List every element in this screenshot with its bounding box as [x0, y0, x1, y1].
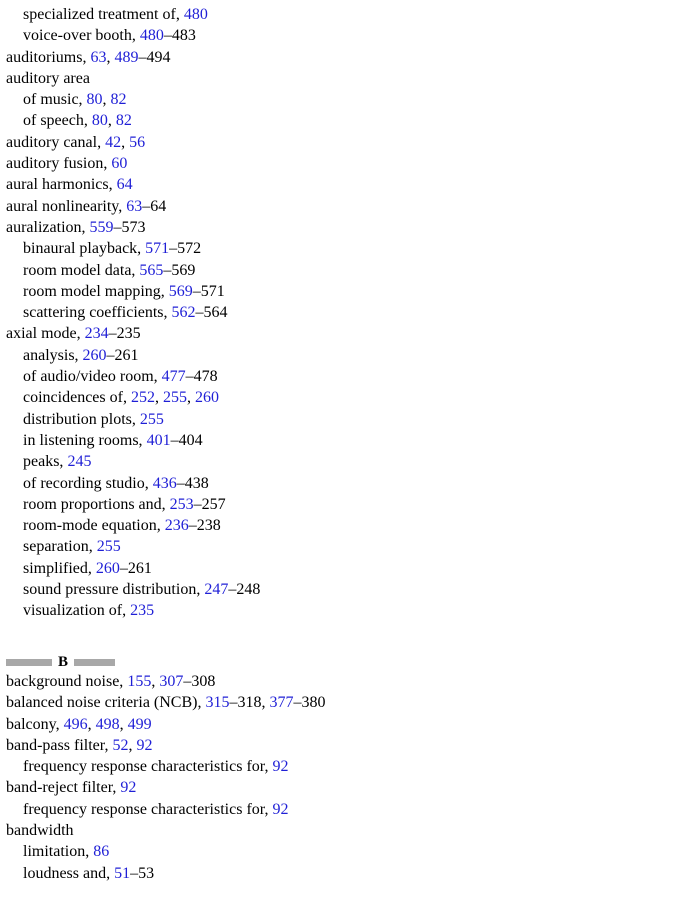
index-term: voice-over booth,: [23, 27, 140, 45]
index-entries-b: [6, 671, 686, 884]
page-link[interactable]: 80: [86, 91, 103, 109]
index-entry: [6, 323, 686, 344]
index-subentry: [6, 302, 686, 323]
page-link[interactable]: 307: [159, 673, 184, 690]
index-subentry: [6, 89, 686, 110]
page-link[interactable]: 377: [269, 694, 294, 712]
index-subentry: [6, 473, 686, 494]
index-term: auralization,: [6, 218, 90, 236]
page-link[interactable]: 235: [130, 602, 155, 620]
page-link[interactable]: 489: [114, 48, 139, 66]
page-link[interactable]: 86: [93, 843, 110, 861]
index-entry: [6, 196, 686, 217]
index-entry: [6, 671, 686, 692]
page-link[interactable]: 559: [89, 218, 114, 236]
index-subentry: [6, 451, 686, 472]
page-text: –573: [113, 218, 146, 236]
index-entry: [6, 47, 686, 68]
page-link[interactable]: 480: [139, 27, 164, 45]
page-text: –257: [193, 495, 226, 513]
page-link[interactable]: 436: [152, 474, 177, 492]
index-subentry: [6, 238, 686, 259]
page-link[interactable]: 255: [139, 410, 164, 428]
page-text: –494: [138, 48, 171, 66]
index-term: distribution plots,: [23, 410, 140, 428]
page-text: –478: [185, 368, 218, 386]
index-term: aural harmonics,: [6, 176, 117, 194]
page-text: –572: [169, 240, 202, 258]
section-rule-left: [6, 659, 52, 666]
index-term: frequency response characteristics for,: [23, 800, 273, 818]
page-text: ,: [154, 389, 163, 407]
index-term: of recording studio,: [23, 474, 153, 492]
page-text: –318,: [229, 694, 270, 712]
index-term: band-pass filter,: [6, 736, 113, 754]
page-link[interactable]: 255: [162, 389, 187, 407]
index-term: axial mode,: [6, 325, 85, 343]
page-text: ,: [107, 112, 116, 130]
page-text: –235: [108, 325, 141, 343]
page-text: –64: [142, 197, 167, 215]
section-rule-right: [74, 659, 115, 666]
index-entry: [6, 68, 686, 89]
page-text: ,: [106, 48, 115, 66]
page-link[interactable]: 80: [91, 112, 108, 130]
index-entries-a: [6, 4, 686, 622]
page-link[interactable]: 63: [126, 197, 143, 215]
index-subentry: [6, 841, 686, 862]
index-term: room-mode equation,: [23, 517, 165, 535]
index-entry: [6, 714, 686, 735]
page-link[interactable]: 56: [129, 133, 146, 151]
page-link[interactable]: 236: [164, 517, 189, 535]
index-term: band-reject filter,: [6, 779, 121, 797]
page-text: –564: [195, 304, 228, 322]
page-text: –308: [183, 673, 216, 690]
index-term: bandwidth: [6, 822, 74, 840]
index-entry: [6, 217, 686, 238]
index-subentry: [6, 515, 686, 536]
page-link[interactable]: 234: [84, 325, 109, 343]
index-term: sound pressure distribution,: [23, 581, 205, 599]
page-link[interactable]: 260: [82, 346, 107, 364]
index-subentry: [6, 579, 686, 600]
page-text: –483: [163, 27, 196, 45]
page-text: ,: [186, 389, 195, 407]
page-link[interactable]: 82: [115, 112, 132, 130]
index-term: loudness and,: [23, 864, 115, 882]
index-subentry: [6, 756, 686, 777]
index-term: room model mapping,: [23, 282, 169, 300]
index-subentry: [6, 409, 686, 430]
page-link[interactable]: 52: [112, 736, 129, 754]
page-text: –248: [228, 581, 261, 599]
page-text: –380: [293, 694, 326, 712]
index-subentry: [6, 494, 686, 515]
page-text: ,: [128, 736, 137, 754]
index-subentry: [6, 281, 686, 302]
index-entry: [6, 132, 686, 153]
index-entry: [6, 777, 686, 798]
page-link[interactable]: 92: [136, 736, 153, 754]
page-link[interactable]: 477: [161, 368, 186, 386]
index-subentry: [6, 345, 686, 366]
index-term: limitation,: [23, 843, 94, 861]
page-link[interactable]: 260: [194, 389, 219, 407]
page-text: –438: [176, 474, 209, 492]
page-text: ,: [119, 715, 128, 733]
page-text: –571: [192, 282, 225, 300]
index-subentry: [6, 366, 686, 387]
page-text: –53: [130, 864, 155, 882]
index-entry: [6, 692, 686, 713]
index-term: visualization of,: [23, 602, 131, 620]
section-letter: B: [58, 654, 69, 670]
index-subentry: [6, 260, 686, 281]
page-text: –261: [119, 559, 152, 577]
page-link[interactable]: 42: [105, 133, 122, 151]
page-link[interactable]: 401: [146, 431, 171, 449]
index-subentry: [6, 4, 686, 25]
page-link[interactable]: 562: [171, 304, 196, 322]
index-term: simplified,: [23, 559, 96, 577]
index-entry: [6, 174, 686, 195]
page-link[interactable]: 260: [95, 559, 120, 577]
index-term: of audio/video room,: [23, 368, 162, 386]
index-term: balcony,: [6, 715, 64, 733]
index-term: analysis,: [23, 346, 83, 364]
page-link[interactable]: 92: [272, 800, 289, 818]
page-link[interactable]: 315: [205, 694, 230, 712]
page-link[interactable]: 571: [145, 240, 170, 258]
index-subentry: [6, 558, 686, 579]
page-link[interactable]: 51: [114, 864, 131, 882]
section-header-b: [6, 652, 115, 672]
index-subentry: [6, 25, 686, 46]
page-link[interactable]: 565: [139, 261, 164, 279]
page-link[interactable]: 60: [111, 155, 128, 173]
page-text: –404: [170, 431, 203, 449]
index-term: balanced noise criteria (NCB),: [6, 694, 206, 712]
page-link[interactable]: 247: [204, 581, 229, 599]
index-subentry: [6, 387, 686, 408]
index-term: room proportions and,: [23, 495, 170, 513]
index-term: background noise,: [6, 673, 128, 690]
page-link[interactable]: 499: [127, 715, 152, 733]
page-link[interactable]: 245: [67, 453, 92, 471]
index-term: auditoriums,: [6, 48, 91, 66]
index-term: of speech,: [23, 112, 92, 130]
index-term: aural nonlinearity,: [6, 197, 127, 215]
index-term: auditory area: [6, 69, 90, 87]
index-subentry: [6, 110, 686, 131]
page-link[interactable]: 255: [96, 538, 121, 556]
index-term: peaks,: [23, 453, 68, 471]
index-term: separation,: [23, 538, 97, 556]
index-term: auditory fusion,: [6, 155, 112, 173]
page-link[interactable]: 496: [63, 715, 88, 733]
index-term: room model data,: [23, 261, 140, 279]
page-link[interactable]: 498: [95, 715, 120, 733]
page-text: ,: [87, 715, 96, 733]
index-term: in listening rooms,: [23, 431, 147, 449]
page-text: ,: [121, 133, 130, 151]
page-text: –569: [163, 261, 196, 279]
page-text: –261: [106, 346, 139, 364]
index-subentry: [6, 863, 686, 884]
page-link[interactable]: 155: [127, 673, 152, 690]
index-subentry: [6, 600, 686, 621]
page-link[interactable]: 64: [116, 176, 133, 194]
page-link[interactable]: 253: [169, 495, 194, 513]
page-text: ,: [151, 673, 160, 690]
index-term: coincidences of,: [23, 389, 131, 407]
page-text: –238: [188, 517, 221, 535]
index-subentry: [6, 536, 686, 557]
index-term: frequency response characteristics for,: [23, 758, 273, 776]
page-link[interactable]: 92: [120, 779, 137, 797]
index-term: auditory canal,: [6, 133, 106, 151]
index-entry: [6, 735, 686, 756]
index-term: of music,: [23, 91, 87, 109]
index-term: scattering coefficients,: [23, 304, 172, 322]
index-term: specialized treatment of,: [23, 6, 184, 23]
page-link[interactable]: 63: [90, 48, 107, 66]
page-link[interactable]: 569: [168, 282, 193, 300]
index-subentry: [6, 430, 686, 451]
page-text: ,: [102, 91, 111, 109]
index-entry: [6, 820, 686, 841]
index-entry: [6, 153, 686, 174]
page-link[interactable]: 252: [130, 389, 155, 407]
index-subentry: [6, 799, 686, 820]
page-link[interactable]: 82: [110, 91, 127, 109]
page-link[interactable]: 480: [183, 6, 208, 23]
index-term: binaural playback,: [23, 240, 146, 258]
page-link[interactable]: 92: [272, 758, 289, 776]
